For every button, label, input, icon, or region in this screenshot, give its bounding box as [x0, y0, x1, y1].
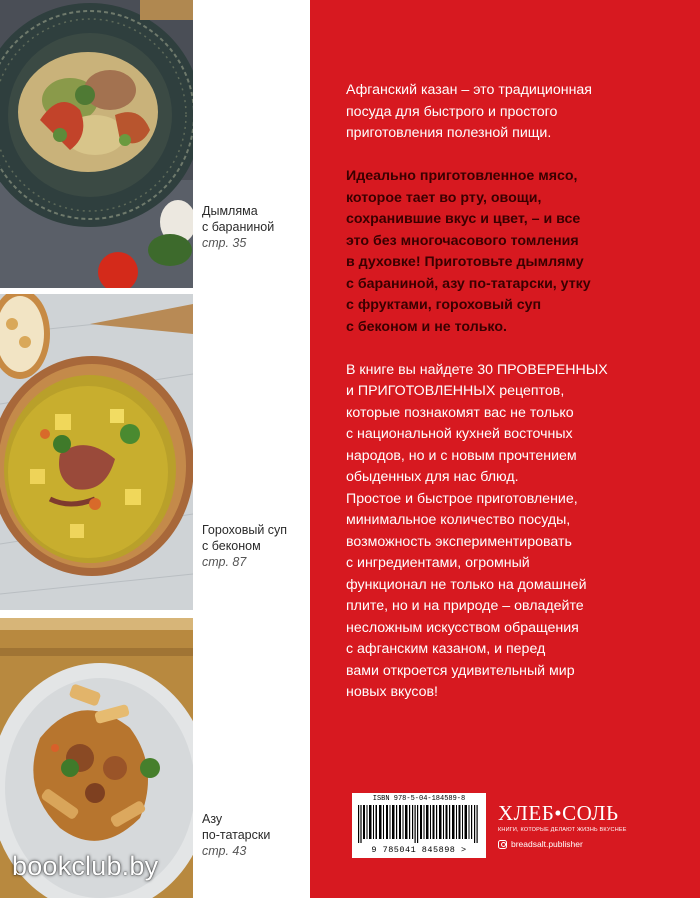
publisher-social	[498, 839, 638, 849]
caption-dymlyama	[202, 203, 302, 251]
body-paragraph: В книге вы найдете 30 ПРОВЕРЕННЫХ и ПРИГОТОВЛЕННЫХ рецептов, которые познакомят вас не только с национальной кухней восточных народов, но и с новым прочтением обыденных для нас блюд. Простое и быстрое приготовление, минимальное количество посуды, возможность экспериментировать с ингредиентами, огромный функционал не только на домашней плите, но и на природе – овладейте несложным искусством обращения с афганским казаном, и перед вами откроется удивительный мир новых вкусов!	[346, 361, 608, 700]
publisher-name: ХЛЕБ•СОЛЬ	[498, 801, 619, 825]
isbn-label: ISBN 978-5-04-184589-8	[372, 795, 466, 803]
caption-page: стр. 87	[202, 555, 247, 569]
bold-paragraph: Идеально приготовленное мясо, которое тает во рту, овощи, сохранившие вкус и цвет, – и все это без многочасового томления в духовке! Приготовьте дымляму с бараниной, азу по-татарски, утку с фруктами, гороховый суп с беконом и не только.	[346, 168, 591, 335]
caption-title: Гороховый суп с беконом	[202, 523, 288, 553]
caption-azu	[202, 811, 302, 859]
caption-title: Азу по-татарски	[202, 812, 271, 842]
isbn-barcode	[352, 793, 486, 858]
publisher-social-handle: breadsalt.publisher	[511, 839, 583, 849]
isbn-digits: 9 785041 845898 >	[371, 845, 467, 855]
caption-title: Дымляма с бараниной	[202, 204, 275, 234]
publisher-tagline: КНИГИ, КОТОРЫЕ ДЕЛАЮТ ЖИЗНЬ ВКУСНЕЕ	[498, 827, 627, 833]
photo-dymlyama	[0, 0, 193, 288]
caption-page: стр. 35	[202, 236, 247, 250]
instagram-icon	[498, 840, 507, 849]
description-text	[346, 80, 666, 725]
left-column	[0, 0, 310, 898]
red-panel	[310, 0, 700, 898]
caption-pea-soup	[202, 522, 302, 570]
photo-pea-soup	[0, 294, 193, 610]
barcode-icon	[358, 805, 480, 843]
watermark: bookclub.by	[12, 851, 159, 881]
intro-paragraph: Афганский казан – это традиционная посуда для быстрого и простого приготовления полезной пищи.	[346, 82, 592, 141]
caption-page: стр. 43	[202, 844, 247, 858]
publisher-logo	[498, 801, 638, 849]
